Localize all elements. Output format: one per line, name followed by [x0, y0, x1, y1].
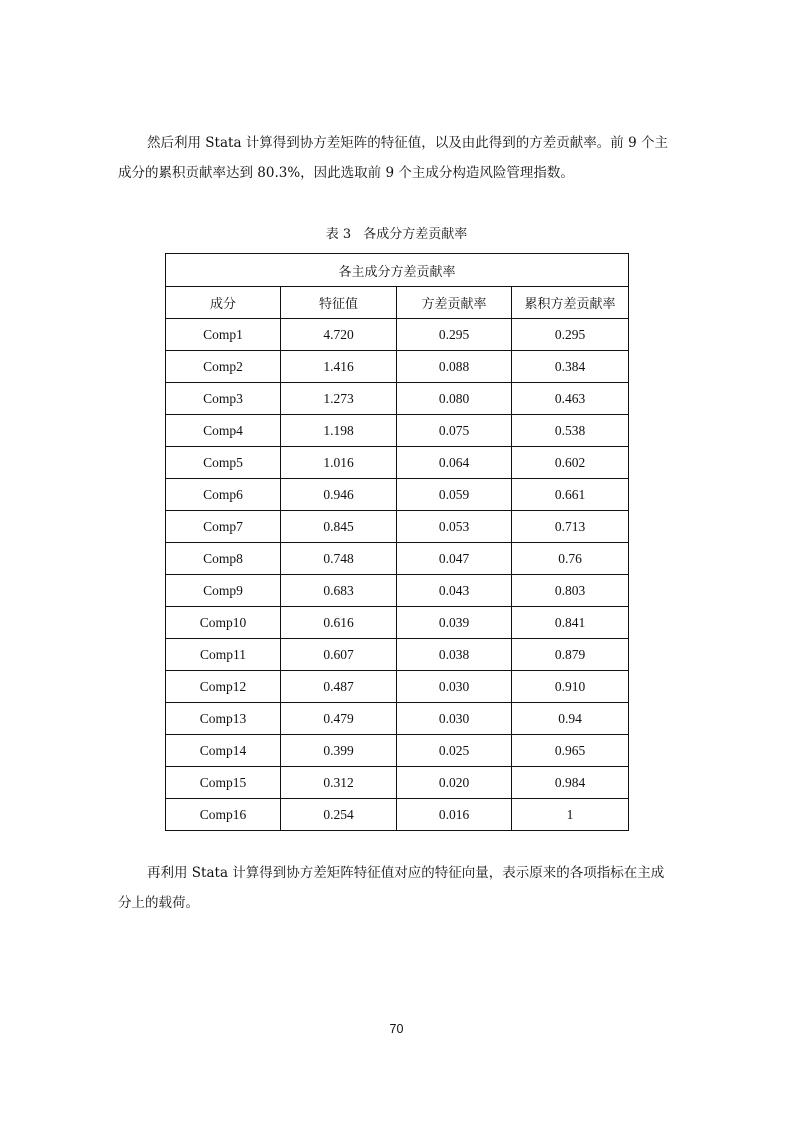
cell-component: Comp12	[166, 671, 281, 703]
cell-cumulative-ratio: 0.295	[512, 319, 629, 351]
paragraph-intro-line-2: 成分的累积贡献率达到 80.3%，因此选取前 9 个主成分构造风险管理指数。	[118, 165, 574, 181]
table-row	[166, 447, 629, 479]
page-number: 70	[389, 1022, 404, 1036]
table-row	[166, 351, 629, 383]
cell-component: Comp8	[166, 543, 281, 575]
cell-component: Comp1	[166, 319, 281, 351]
table-caption	[0, 225, 793, 245]
cell-component: Comp11	[166, 639, 281, 671]
table-row	[166, 319, 629, 351]
table-row	[166, 479, 629, 511]
cell-cumulative-ratio: 0.803	[512, 575, 629, 607]
column-header-eigenvalue: 特征值	[281, 287, 397, 319]
cell-cumulative-ratio: 0.841	[512, 607, 629, 639]
cell-cumulative-ratio: 0.538	[512, 415, 629, 447]
cell-eigenvalue: 0.254	[281, 799, 397, 831]
cell-cumulative-ratio: 0.984	[512, 767, 629, 799]
cell-component: Comp14	[166, 735, 281, 767]
cell-component: Comp3	[166, 383, 281, 415]
cell-variance-ratio: 0.075	[397, 415, 512, 447]
table-row	[166, 703, 629, 735]
cell-variance-ratio: 0.025	[397, 735, 512, 767]
variance-contribution-table	[165, 253, 629, 831]
cell-cumulative-ratio: 0.965	[512, 735, 629, 767]
paragraph-loadings	[118, 858, 680, 918]
cell-eigenvalue: 1.198	[281, 415, 397, 447]
cell-eigenvalue: 1.016	[281, 447, 397, 479]
cell-cumulative-ratio: 0.713	[512, 511, 629, 543]
cell-variance-ratio: 0.030	[397, 671, 512, 703]
cell-variance-ratio: 0.047	[397, 543, 512, 575]
table-row	[166, 607, 629, 639]
cell-variance-ratio: 0.016	[397, 799, 512, 831]
cell-eigenvalue: 0.946	[281, 479, 397, 511]
cell-eigenvalue: 0.683	[281, 575, 397, 607]
cell-variance-ratio: 0.043	[397, 575, 512, 607]
cell-eigenvalue: 0.607	[281, 639, 397, 671]
table-title-row	[166, 254, 629, 287]
table-header-row	[166, 287, 629, 319]
cell-eigenvalue: 0.487	[281, 671, 397, 703]
table-caption-number: 表 3	[325, 227, 352, 242]
cell-variance-ratio: 0.064	[397, 447, 512, 479]
table-row	[166, 799, 629, 831]
cell-component: Comp4	[166, 415, 281, 447]
cell-variance-ratio: 0.053	[397, 511, 512, 543]
cell-component: Comp10	[166, 607, 281, 639]
table-caption-text: 各成分方差贡献率	[363, 227, 468, 242]
cell-cumulative-ratio: 0.879	[512, 639, 629, 671]
column-header-variance-ratio: 方差贡献率	[397, 287, 512, 319]
cell-cumulative-ratio: 0.76	[512, 543, 629, 575]
table-row	[166, 671, 629, 703]
cell-variance-ratio: 0.039	[397, 607, 512, 639]
cell-component: Comp6	[166, 479, 281, 511]
cell-eigenvalue: 0.399	[281, 735, 397, 767]
cell-cumulative-ratio: 0.463	[512, 383, 629, 415]
cell-cumulative-ratio: 0.910	[512, 671, 629, 703]
cell-variance-ratio: 0.059	[397, 479, 512, 511]
cell-eigenvalue: 0.748	[281, 543, 397, 575]
cell-component: Comp16	[166, 799, 281, 831]
table-row	[166, 543, 629, 575]
table-body	[166, 319, 629, 831]
paragraph-loadings-line-1: 再利用 Stata 计算得到协方差矩阵特征值对应的特征向量，表示原来的各项指标在主成	[147, 865, 665, 881]
table-row	[166, 639, 629, 671]
table-row	[166, 767, 629, 799]
cell-cumulative-ratio: 1	[512, 799, 629, 831]
cell-eigenvalue: 0.845	[281, 511, 397, 543]
table-row	[166, 511, 629, 543]
paragraph-intro-line-1: 然后利用 Stata 计算得到协方差矩阵的特征值，以及由此得到的方差贡献率。前 9 个主	[147, 135, 668, 151]
cell-variance-ratio: 0.080	[397, 383, 512, 415]
cell-component: Comp13	[166, 703, 281, 735]
paragraph-loadings-line-2: 分上的载荷。	[118, 895, 199, 911]
cell-cumulative-ratio: 0.602	[512, 447, 629, 479]
cell-eigenvalue: 0.312	[281, 767, 397, 799]
table-row	[166, 735, 629, 767]
cell-variance-ratio: 0.038	[397, 639, 512, 671]
cell-eigenvalue: 4.720	[281, 319, 397, 351]
table-row	[166, 415, 629, 447]
cell-component: Comp5	[166, 447, 281, 479]
cell-cumulative-ratio: 0.384	[512, 351, 629, 383]
cell-eigenvalue: 0.616	[281, 607, 397, 639]
cell-variance-ratio: 0.030	[397, 703, 512, 735]
paragraph-intro	[118, 128, 680, 188]
cell-cumulative-ratio: 0.661	[512, 479, 629, 511]
table-row	[166, 383, 629, 415]
table-row	[166, 575, 629, 607]
cell-variance-ratio: 0.020	[397, 767, 512, 799]
cell-variance-ratio: 0.295	[397, 319, 512, 351]
cell-eigenvalue: 1.416	[281, 351, 397, 383]
column-header-component: 成分	[166, 287, 281, 319]
column-header-cumulative-ratio: 累积方差贡献率	[512, 287, 629, 319]
table-title: 各主成分方差贡献率	[166, 254, 629, 287]
cell-component: Comp15	[166, 767, 281, 799]
cell-eigenvalue: 0.479	[281, 703, 397, 735]
cell-component: Comp2	[166, 351, 281, 383]
cell-component: Comp7	[166, 511, 281, 543]
cell-component: Comp9	[166, 575, 281, 607]
cell-cumulative-ratio: 0.94	[512, 703, 629, 735]
cell-eigenvalue: 1.273	[281, 383, 397, 415]
cell-variance-ratio: 0.088	[397, 351, 512, 383]
